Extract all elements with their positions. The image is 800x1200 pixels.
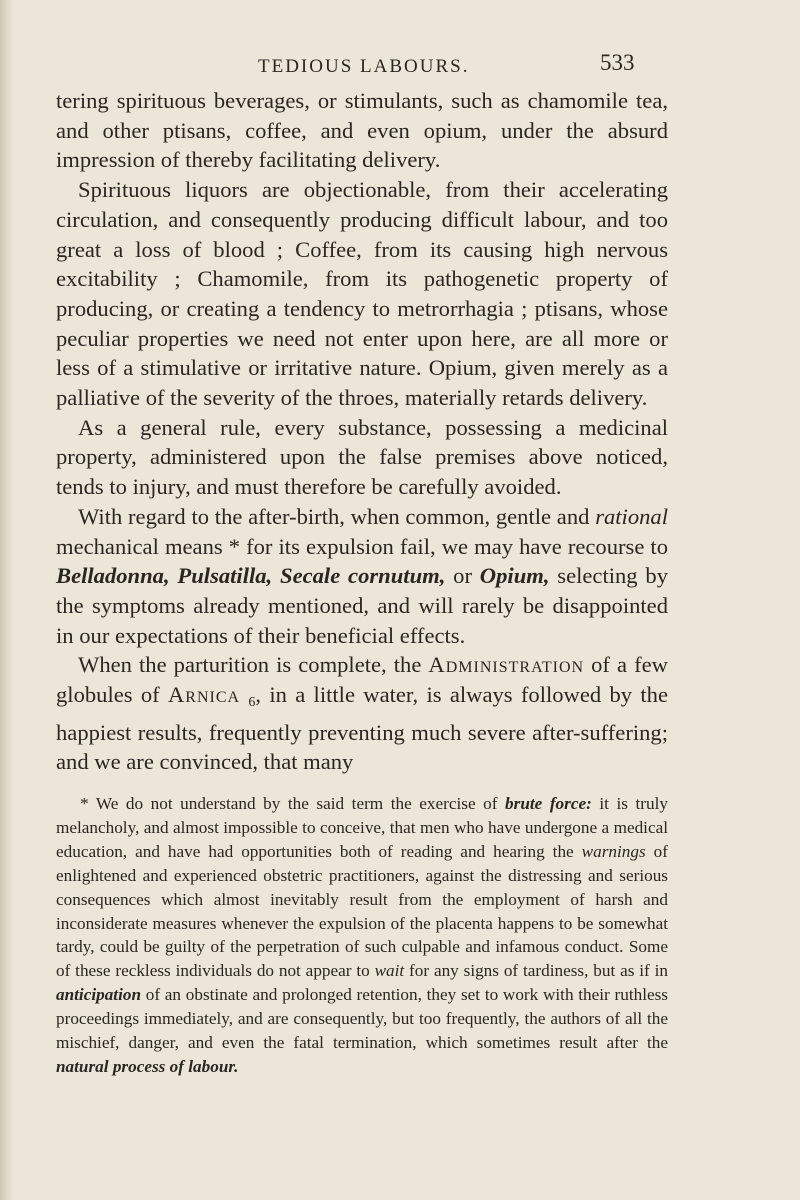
paragraph-4-text-a: With regard to the after-birth, when common, gentle and [78, 503, 596, 529]
remedy-arnica: Arnica [167, 682, 241, 708]
footnote-emphasis-natural-process: natural process of labour. [56, 1056, 239, 1076]
potency-subscript: 6 [248, 695, 256, 711]
paragraph-4-or: or [445, 563, 480, 589]
footnote-text-c: of enlightened and experienced obstetric practitioners, against the distressing and serious consequences which almost inevitably result from the employment of harsh and inconsiderate measures whenever the expulsion of the placenta happens to be somewhat tardy, could be guilty of the perpetration of such culpable and infamous conduct. Some of these reckless individuals do not appear to [56, 841, 668, 981]
paragraph-4-text-b: mechanical means * for its expulsion fail, we may have recourse to [56, 533, 668, 559]
paragraph-5-text-a: When the parturition is complete, the [78, 652, 429, 678]
paragraph-4 [56, 502, 668, 651]
footnote-emphasis-anticipation: anticipation [56, 985, 141, 1005]
emphasis-rational: rational [595, 503, 668, 529]
footnote-emphasis-wait: wait [374, 961, 405, 981]
footnote [56, 792, 668, 1079]
footnote-emphasis-warnings: warnings [581, 841, 646, 861]
running-head: TEDIOUS LABOURS. [258, 56, 470, 77]
page-number: 533 [600, 50, 635, 75]
body-text [56, 86, 668, 777]
page-header [258, 50, 678, 80]
paragraph-1: tering spirituous beverages, or stimulants, such as chamomile tea, and other ptisans, coffee, and even opium, under the absurd impression of thereby facilitating delivery. [56, 88, 668, 173]
term-administration: Administration [428, 652, 585, 678]
paragraph-2: Spirituous liquors are objectionable, from their accelerating circulation, and consequently producing difficult labour, and too great a loss of blood ; Coffee, from its causing high nervous excitability ; Chamomile, from its pathogenetic property of producing, or creating a tendency to metrorrhagia ; ptisans, whose peculiar properties we need not enter upon here, are all more or less of a stimulative or irritative nature. Opium, given merely as a palliative of the severity of the throes, materially retards delivery. [56, 177, 668, 411]
remedy-opium: Opium, [479, 563, 550, 589]
page-edge-shadow [0, 0, 14, 1200]
paragraph-5-text-c: , in a little water, is always followed by the happiest results, frequently preventing much severe after-suffering; and we are convinced, that many [56, 682, 668, 775]
footnote-text-a: * We do not understand by the said term the exercise of [80, 794, 506, 813]
remedy-names: Belladonna, Pulsatilla, Secale cornutum, [56, 563, 446, 589]
footnote-text-d: for any signs of tardiness, but as if in [404, 961, 668, 981]
paragraph-5-text-b: of a few globules of [56, 652, 668, 708]
paragraph-3: As a general rule, every substance, possessing a medicinal property, administered upon the false premises above noticed, tends to injury, and must therefore be carefully avoided. [56, 414, 668, 500]
footnote-text-e: of an obstinate and prolonged retention, they set to work with their ruthless proceedings immediately, and are consequently, but too frequently, the authors of all the mischief, danger, and even the fatal termination, which sometimes result after the [56, 985, 668, 1053]
paragraph-4-text-c: selecting by the symptoms already mentioned, and will rarely be disappointed in our expectations of their beneficial effects. [56, 563, 668, 648]
footnote-emphasis-brute-force: brute force: [505, 794, 592, 813]
footnote-text-b: it is truly melancholy, and almost impossible to conceive, that men who have undergone a medical education, and have had opportunities both of reading and hearing the [56, 794, 668, 861]
footnote-paragraph [56, 792, 668, 1079]
paragraph-5 [56, 650, 668, 777]
